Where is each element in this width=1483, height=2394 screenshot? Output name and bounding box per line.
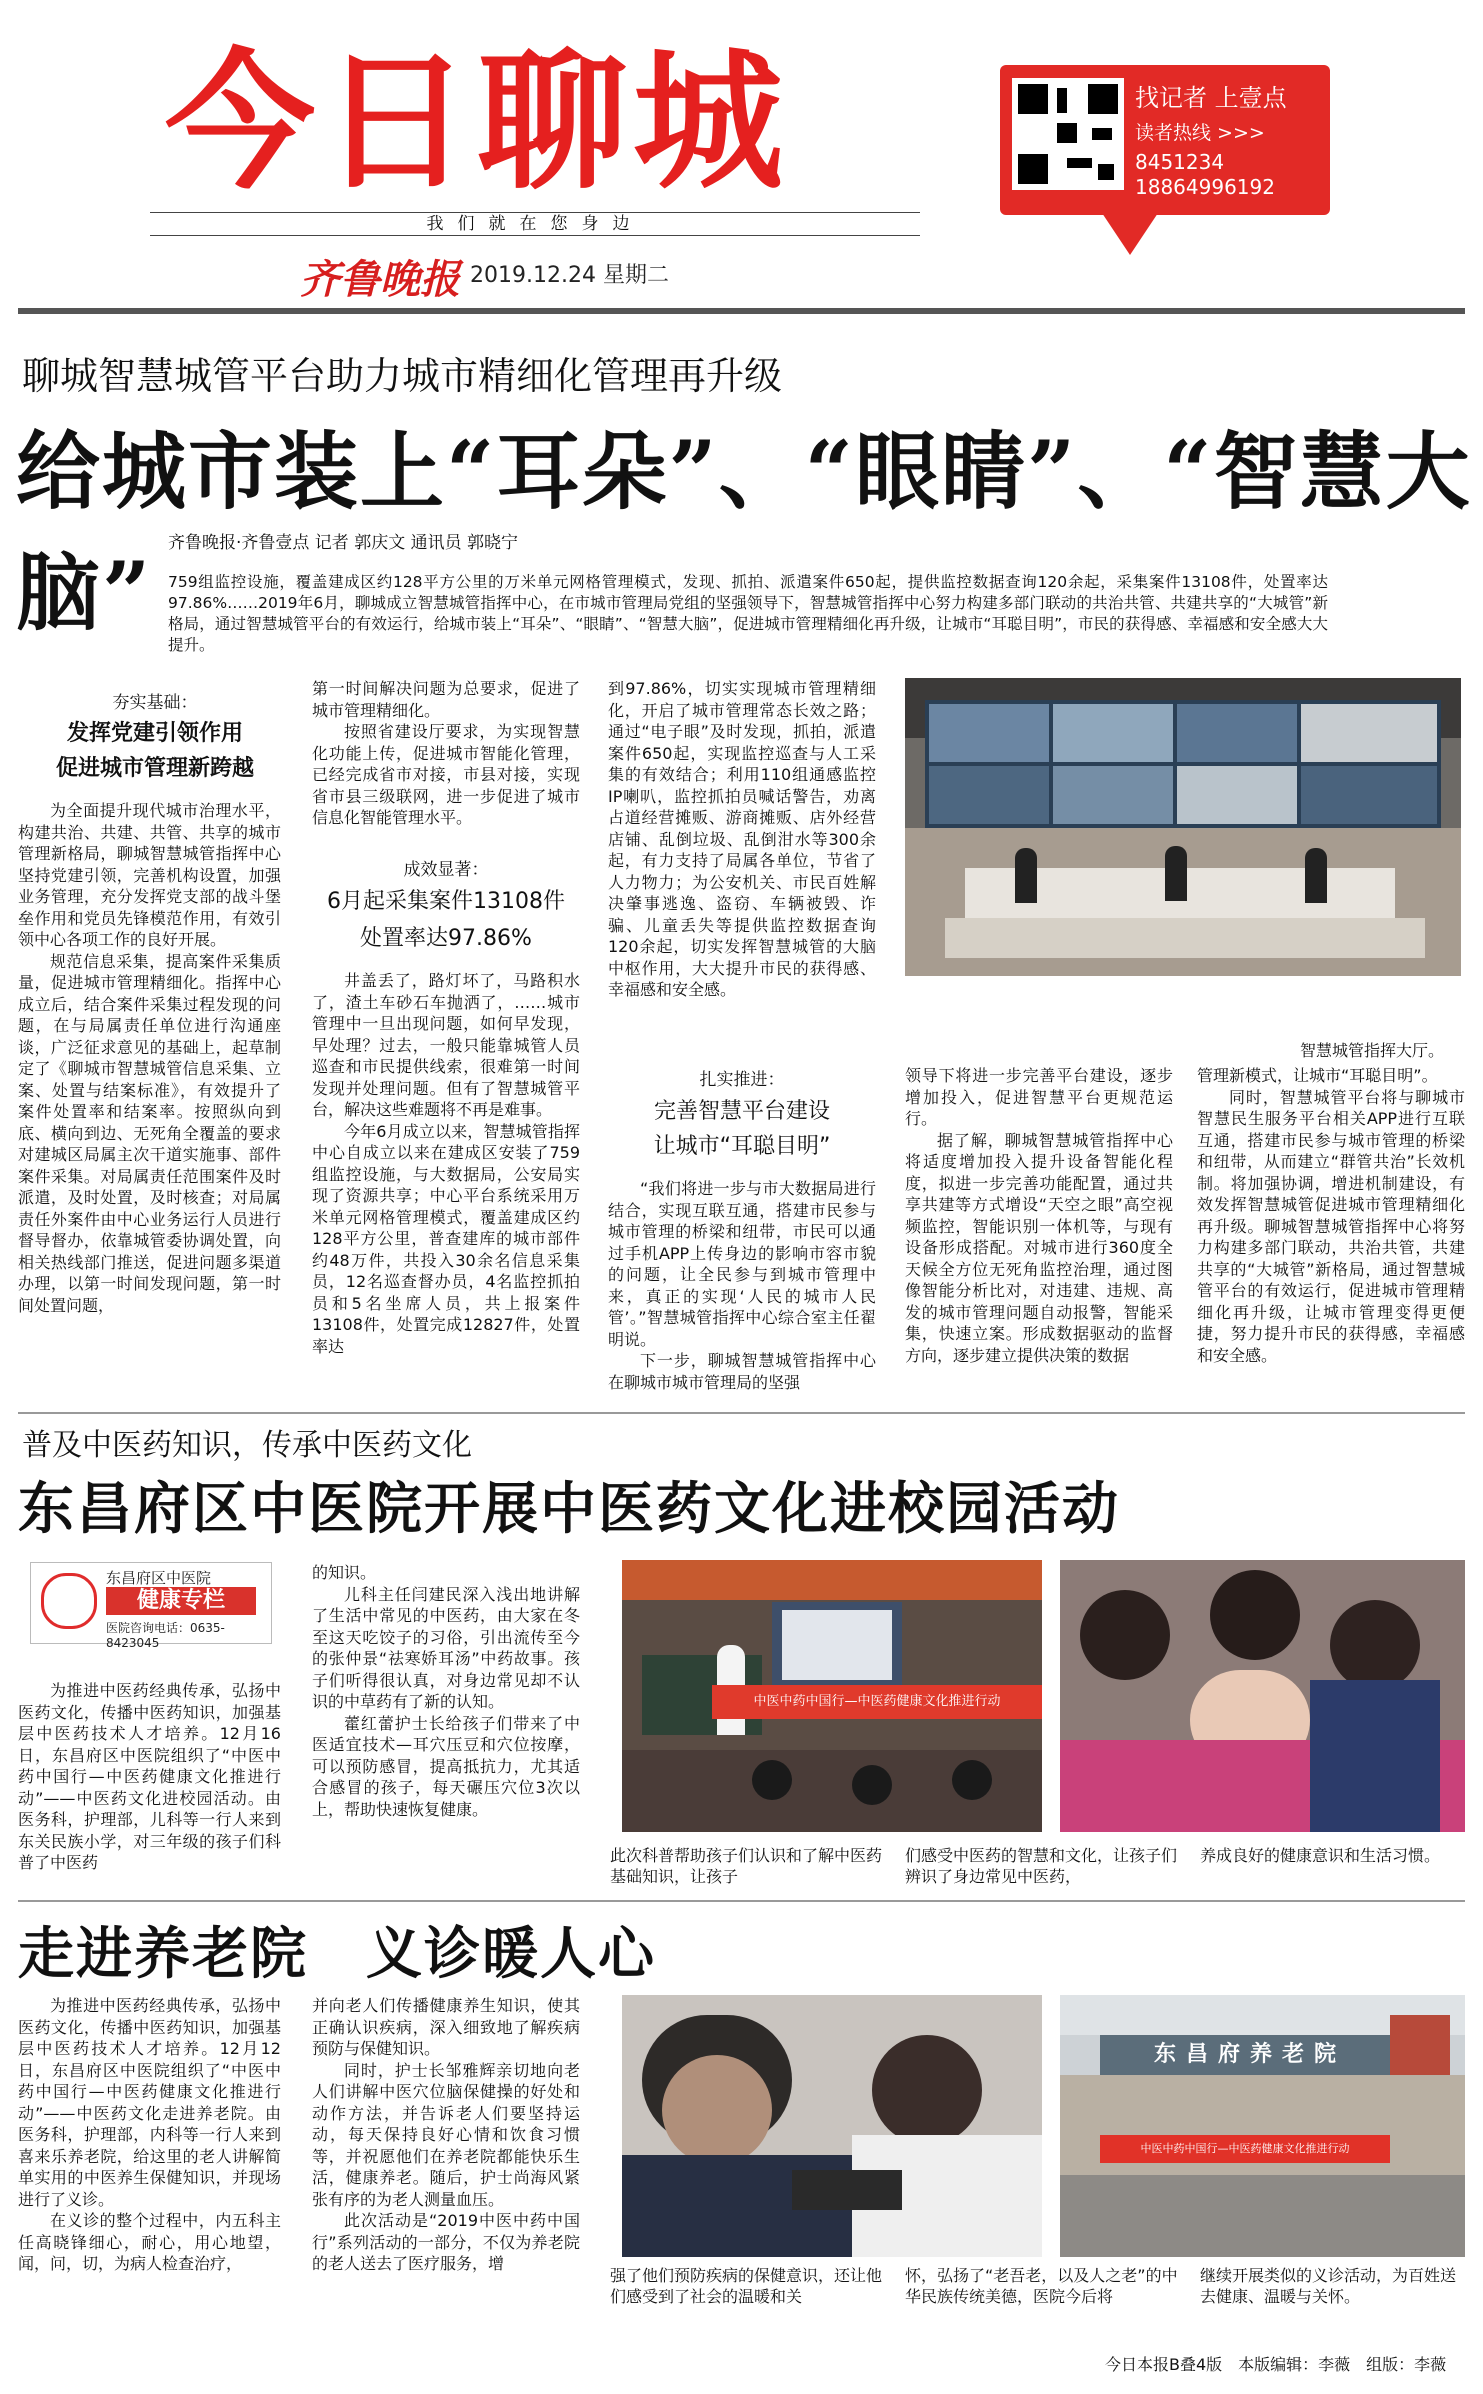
article2-caption-1: 此次科普帮助孩子们认识和了解中医药基础知识，让孩子 <box>610 1846 883 1886</box>
promo-line2: 读者热线 >>> <box>1135 122 1265 144</box>
paragraph: 在义诊的整个过程中，内五科主任高晓锋细心，耐心，用心地望，闻，问，切，为病人检查治疗， <box>18 2211 281 2273</box>
command-center-caption: 智慧城管指挥大厅。 <box>1300 1041 1445 1060</box>
article3-col1 <box>18 1995 281 2275</box>
sec1-label: 夯实基础： <box>112 693 198 713</box>
paragraph: 为推进中医药经典传承，弘扬中医药文化，传播中医药知识，加强基层中医药技术人才培养。12月12日，东昌府区中医院组织了“中医中药中国行—中医药健康文化推进行动”——中医药文化走进养老院。由医务科，护理部，内科等一行人来到喜来乐养老院，给这里的老人讲解简单实用的中医养生保健知识，并现场进行了义诊。 <box>18 1996 281 2209</box>
paragraph: 第一时间解决问题为总要求，促进了城市管理精细化。 <box>312 679 580 720</box>
article1-col1 <box>18 800 281 1316</box>
paragraph: 到97.86%，切实实现城市管理精细化，开启了城市管理常态长效之路；通过“电子眼”及时发现，抓拍，派遣案件650起，实现监控巡查与人工采集的有效结合；利用110组通感监控IP喇叭，监控抓拍员喊话警告，劝离占道经营摊贩、游商摊贩、店外经营店铺、乱倒垃圾、乱倒泔水等300余起，有力支持了局属各单位，节省了人力物力；为公安机关、市民百姓解决肇事逃逸、盗窃、车辆被毁、诈骗、儿童丢失等提供监控数据查询120余起，切实发挥智慧城管的大脑中枢作用，大大提升市民的获得感、幸福感和安全感。 <box>608 679 876 999</box>
promo-phone1: 8451234 <box>1135 150 1225 174</box>
article2-kicker: 普及中医药知识，传承中医药文化 <box>22 1428 472 1463</box>
sec3-subhead-2: 让城市“耳聪目明” <box>653 1134 831 1159</box>
paragraph: 管理新模式，让城市“耳聪目明”。 <box>1197 1066 1438 1085</box>
section-divider <box>18 1412 1465 1414</box>
issue-date: 2019.12.24 星期二 <box>470 263 669 288</box>
article3-caption-2: 怀，弘扬了“老吾老，以及人之老”的中华民族传统美德，医院今后将 <box>905 2266 1178 2306</box>
qr-code-icon <box>1012 78 1124 190</box>
article3-col2 <box>312 1995 580 2275</box>
brand-logo: 齐鲁晚报 <box>300 256 460 303</box>
masthead-rule <box>18 308 1465 314</box>
promo-line1: 找记者 上壹点 <box>1135 84 1287 112</box>
logo-phone: 医院咨询电话：0635-8423045 <box>106 1621 225 1650</box>
sec1-subhead-2: 促进城市管理新跨越 <box>55 756 254 781</box>
nursing-home-banner: 中医中药中国行—中医药健康文化推进行动 <box>1100 2135 1390 2163</box>
promo-phone2: 18864996192 <box>1135 175 1275 199</box>
paragraph: 按照省建设厅要求，为实现智慧化功能上传，促进城市智能化管理，已经完成省市对接，市县对接，实现省市县三级联网，进一步促进了城市信息化智能管理水平。 <box>312 722 580 827</box>
page-footer: 今日本报B叠4版 本版编辑：李薇 组版：李薇 <box>1105 2355 1447 2374</box>
sec3-label: 扎实推进： <box>699 1070 785 1090</box>
paragraph: 为推进中医药经典传承，弘扬中医药文化，传播中医药知识，加强基层中医药技术人才培养。12月16日，东昌府区中医院组织了“中医中药中国行—中医药健康文化推进行动”——中医药文化进校园活动。由医务科，护理部，儿科等一行人来到东关民族小学，对三年级的孩子们科普了中医药 <box>18 1681 281 1872</box>
checkup-photo <box>622 1995 1042 2257</box>
article1-col3b <box>608 1178 876 1393</box>
section-divider <box>18 1900 1465 1902</box>
sec3-subhead-1: 完善智慧平台建设 <box>653 1099 830 1124</box>
paragraph: 藿红蕾护士长给孩子们带来了中医适宜技术—耳穴压豆和穴位按摩，可以预防感冒，提高抵抗力，尤其适合感冒的孩子，每天碾压穴位3次以上，帮助快速恢复健康。 <box>312 1713 580 1819</box>
sec2-label: 成效显著： <box>403 860 489 880</box>
article3-headline: 走进养老院 义诊暖人心 <box>18 1922 656 1987</box>
article1-col5 <box>1197 1065 1465 1366</box>
paragraph: 同时，护士长邹雅辉亲切地向老人们讲解中医穴位脑保健操的好处和动作方法，并告诉老人们要坚持运动，每天保持良好心情和饮食习惯等，并祝愿他们在养老院都能快乐生活，健康养老。随后，护士尚海风紧张有序的为老人测量血压。 <box>312 2060 580 2209</box>
paragraph: 领导下将进一步完善平台建设，逐步增加投入，促进智慧平台更规范运行。 <box>905 1066 1173 1128</box>
article2-caption-3: 养成良好的健康意识和生活习惯。 <box>1200 1846 1441 1865</box>
promo-tail <box>1100 210 1160 255</box>
article1-headline: 给城市装上“耳朵”、“眼睛”、“智慧大脑” <box>16 422 1472 642</box>
logo-hospital: 东昌府区中医院 <box>106 1569 212 1587</box>
article1-byline: 齐鲁晚报·齐鲁壹点 记者 郭庆文 通讯员 郭晓宁 <box>168 533 519 553</box>
masthead-title: 今日聊城 <box>165 36 790 210</box>
health-column-logo <box>30 1562 272 1650</box>
article1-col2 <box>312 678 580 829</box>
paragraph: 下一步，聊城智慧城管指挥中心在聊城市城市管理局的坚强 <box>608 1351 876 1392</box>
article3-caption-1: 强了他们预防疾病的保健意识，还让他们感受到了社会的温暖和关 <box>610 2266 883 2306</box>
paragraph: 的知识。 <box>312 1563 377 1582</box>
sec2-subhead-2: 处置率达97.86% <box>360 926 532 951</box>
command-center-photo <box>905 678 1461 976</box>
children-photo <box>1060 1560 1465 1832</box>
sec1-subhead-1: 发挥党建引领作用 <box>66 721 243 746</box>
article2-headline: 东昌府区中医院开展中医药文化进校园活动 <box>18 1477 1120 1542</box>
article2-caption-2: 们感受中医药的智慧和文化，让孩子们辨识了身边常见中医药， <box>905 1846 1178 1886</box>
masthead-slogan: 我们就在您身边 <box>150 212 920 236</box>
paragraph: 井盖丢了，路灯坏了，马路积水了，渣土车砂石车抛洒了，……城市管理中一旦出现问题，如何早发现，早处理？过去，一般只能靠城管人员巡查和市民提供线索，很难第一时间发现并处理问题。但有了智慧城管平台，解决这些难题将不再是难事。 <box>312 971 580 1119</box>
paragraph: 今年6月成立以来，智慧城管指挥中心自成立以来在建成区安装了759组监控设施，与大数据局，公安局实现了资源共享；中心平台系统采用万米单元网格管理模式，覆盖建成区约128平方公里，普查建库的城市部件约48万件，共投入30余名信息采集员，12名巡查督办员，4名监控抓拍员和5名坐席人员，共上报案件13108件，处置完成12827件，处置率达 <box>312 1121 580 1356</box>
paragraph: 此次活动是“2019中医中药中国行”系列活动的一部分，不仅为养老院的老人送去了医疗服务，增 <box>312 2211 580 2273</box>
nursing-home-sign: 东昌府养老院 <box>1100 2035 1400 2075</box>
paragraph: 规范信息采集，提高案件采集质量，促进城市管理精细化。指挥中心成立后，结合案件采集过程发现的问题，在与局属责任单位进行沟通座谈，广泛征求意见的基础上，起草制定了《聊城市智慧城管信息采集、立案、处置与结案标准》，有效提升了案件处置率和结案率。按照纵向到底、横向到边、无死角全覆盖的要求对建城区局属主次干道实施事、部件案件采集。对局属责任范围案件及时派遣，及时处置，及时核查；对局属责任外案件由中心业务运行人员进行督导督办，依靠城管委协调处置，向相关热线部门推送，促进问题多渠道办理，以第一时间发现问题，第一时间处置问题， <box>18 951 281 1315</box>
article3-caption-3: 继续开展类似的义诊活动，为百姓送去健康、温暖与关怀。 <box>1200 2266 1457 2306</box>
article2-col1 <box>18 1680 281 1874</box>
paragraph: 儿科主任闫建民深入浅出地讲解了生活中常见的中医药，由大家在冬至这天吃饺子的习俗，引出流传至今的张仲景“祛寒娇耳汤”中药故事。孩子们听得很认真，对身边常见却不认识的中草药有了新的认知。 <box>312 1584 580 1711</box>
paragraph: 同时，智慧城管平台将与聊城市智慧民生服务平台相关APP进行互联互通，搭建市民参与城市管理的桥梁和纽带，从而建立“群管共治”长效机制。将加强协调，增进机制建设，有效发挥智慧城管促进城市管理精细化再升级。聊城智慧城管指挥中心将努力构建多部门联动，共治共管，共建共享的“大城管”新格局，通过智慧城管平台的有效运行，促进城市管理精细化再升级，让城市管理变得更便捷，努力提升市民的获得感，幸福感和安全感。 <box>1197 1087 1465 1365</box>
paragraph: “我们将进一步与市大数据局进行结合，实现互联互通，搭建市民参与城市管理的桥梁和纽带，市民可以通过手机APP上传身边的影响市容市貌的问题，让全民参与到城市管理中来，真正的实现‘人民的城市人民管’。”智慧城管指挥中心综合室主任翟明说。 <box>608 1179 876 1349</box>
paragraph: 为全面提升现代城市治理水平，构建共治、共建、共管、共享的城市管理新格局，聊城智慧城管指挥中心坚持党建引领，完善机构设置，加强业务管理，充分发挥党支部的战斗堡垒作用和党员先锋模范作用，有效引领中心各项工作的良好开展。 <box>18 801 281 949</box>
classroom-banner: 中医中药中国行—中医药健康文化推进行动 <box>712 1685 1042 1719</box>
paragraph: 并向老人们传播健康养生知识，使其正确认识疾病，深入细致地了解疾病预防与保健知识。 <box>312 1996 580 2058</box>
sec2-subhead-1: 6月起采集案件13108件 <box>327 889 565 914</box>
article1-col4 <box>905 1065 1173 1366</box>
article2-col2 <box>312 1562 580 1820</box>
nursing-home-photo <box>1060 1995 1465 2257</box>
article1-kicker: 聊城智慧城管平台助力城市精细化管理再升级 <box>22 354 783 398</box>
article1-col3 <box>608 678 876 1001</box>
logo-title: 健康专栏 <box>106 1587 256 1615</box>
article1-lede: 759组监控设施，覆盖建成区约128平方公里的万米单元网格管理模式，发现、抓拍、派遣案件650起，提供监控数据查询120余起，采集案件13108件，处置率达97.86%……2019年6月，聊城成立智慧城管指挥中心，在市城市管理局党组的坚强领导下，智慧城管指挥中心努力构建多部门联动的共治共管、共建共享的“大城管”新格局，通过智慧城管平台的有效运行，给城市装上“耳朵”、“眼睛”、“智慧大脑”，促进城市管理精细化再升级，让城市“耳聪目明”，市民的获得感、幸福感和安全感大大提升。 <box>168 573 1328 654</box>
article1-col2b <box>312 970 580 1357</box>
paragraph: 据了解，聊城智慧城管指挥中心将适度增加投入提升设备智能化程度，拟进一步完善功能配置，通过共享共建等方式增设“天空之眼”高空视频监控，智能识别一体机等，与现有设备形成搭配。对城市进行360度全天候全方位无死角监控治理，通过图像智能分析比对，对违建、违规、高发的城市管理问题自动报警，智能采集，快速立案。形成数据驱动的监督方向，逐步建立提供决策的数据 <box>905 1130 1173 1365</box>
heart-icon <box>41 1573 97 1629</box>
classroom-photo <box>622 1560 1042 1832</box>
